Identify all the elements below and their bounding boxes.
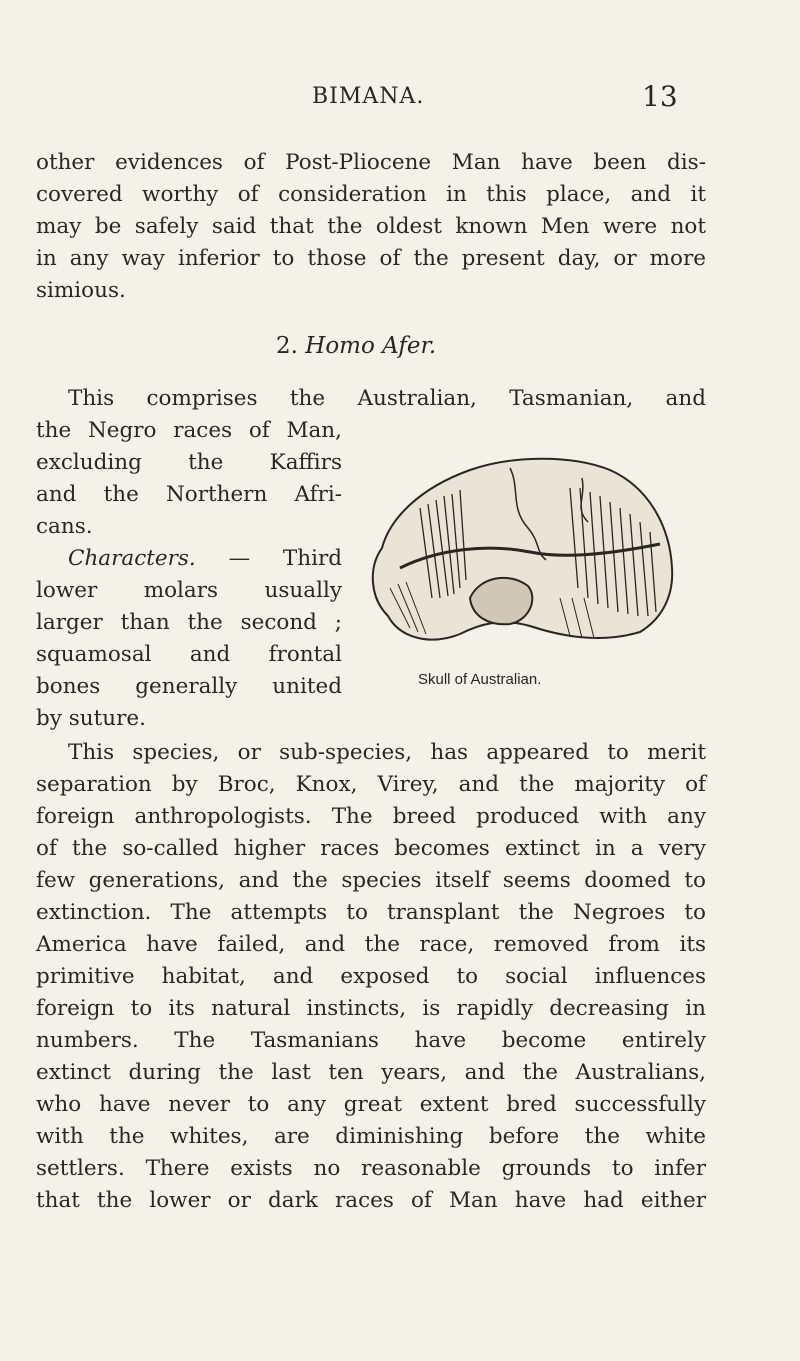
figure-caption: Skull of Australian.: [418, 671, 542, 688]
skull-figure: [360, 448, 682, 648]
text-line: covered worthy of consideration in this place, and it: [36, 182, 706, 207]
text-line: separation by Broc, Knox, Virey, and the majority of: [36, 772, 706, 797]
text-line: the Negro races of Man,: [36, 418, 342, 443]
section-title: Homo Afer.: [305, 333, 437, 359]
text-line: and the Northern Afri-: [36, 482, 342, 507]
text-line: in any way inferior to those of the present day, or more: [36, 246, 706, 271]
text-line: cans.: [36, 514, 93, 539]
section-heading: [276, 333, 436, 359]
text-line: excluding the Kaffirs: [36, 450, 342, 475]
text-line: extinction. The attempts to transplant the Negroes to: [36, 900, 706, 925]
text-line: simious.: [36, 278, 126, 303]
text-line: of the so-called higher races becomes extinct in a very: [36, 836, 706, 861]
text-line: This comprises the Australian, Tasmanian, and: [68, 386, 706, 411]
text-line: bones generally united: [36, 674, 342, 699]
running-head: BIMANA.: [312, 84, 425, 109]
text-line: settlers. There exists no reasonable grounds to infer: [36, 1156, 706, 1181]
text-line: numbers. The Tasmanians have become entirely: [36, 1028, 706, 1053]
section-number: 2.: [276, 333, 298, 359]
text-line: squamosal and frontal: [36, 642, 342, 667]
text-line: other evidences of Post-Pliocene Man have been dis-: [36, 150, 706, 175]
text-line: few generations, and the species itself seems doomed to: [36, 868, 706, 893]
text-line: that the lower or dark races of Man have had either: [36, 1188, 706, 1213]
characters-label: Characters.: [68, 546, 196, 571]
text-line: extinct during the last ten years, and the Australians,: [36, 1060, 706, 1085]
text-line: America have failed, and the race, removed from its: [36, 932, 706, 957]
text-line: larger than the second ;: [36, 610, 342, 635]
text-line: [68, 544, 342, 574]
page-number: 13: [642, 80, 678, 113]
text-line: This species, or sub-species, has appeared to merit: [68, 740, 706, 765]
text-line: may be safely said that the oldest known Men were not: [36, 214, 706, 239]
text-line: who have never to any great extent bred successfully: [36, 1092, 706, 1117]
text-line: by suture.: [36, 706, 146, 731]
skull-illustration-icon: [360, 448, 682, 648]
text-line: foreign to its natural instincts, is rapidly decreasing in: [36, 996, 706, 1021]
text-line: with the whites, are diminishing before the white: [36, 1124, 706, 1149]
text-line: primitive habitat, and exposed to social influences: [36, 964, 706, 989]
characters-rest: — Third: [195, 546, 342, 571]
text-line: lower molars usually: [36, 578, 342, 603]
text-line: foreign anthropologists. The breed produced with any: [36, 804, 706, 829]
